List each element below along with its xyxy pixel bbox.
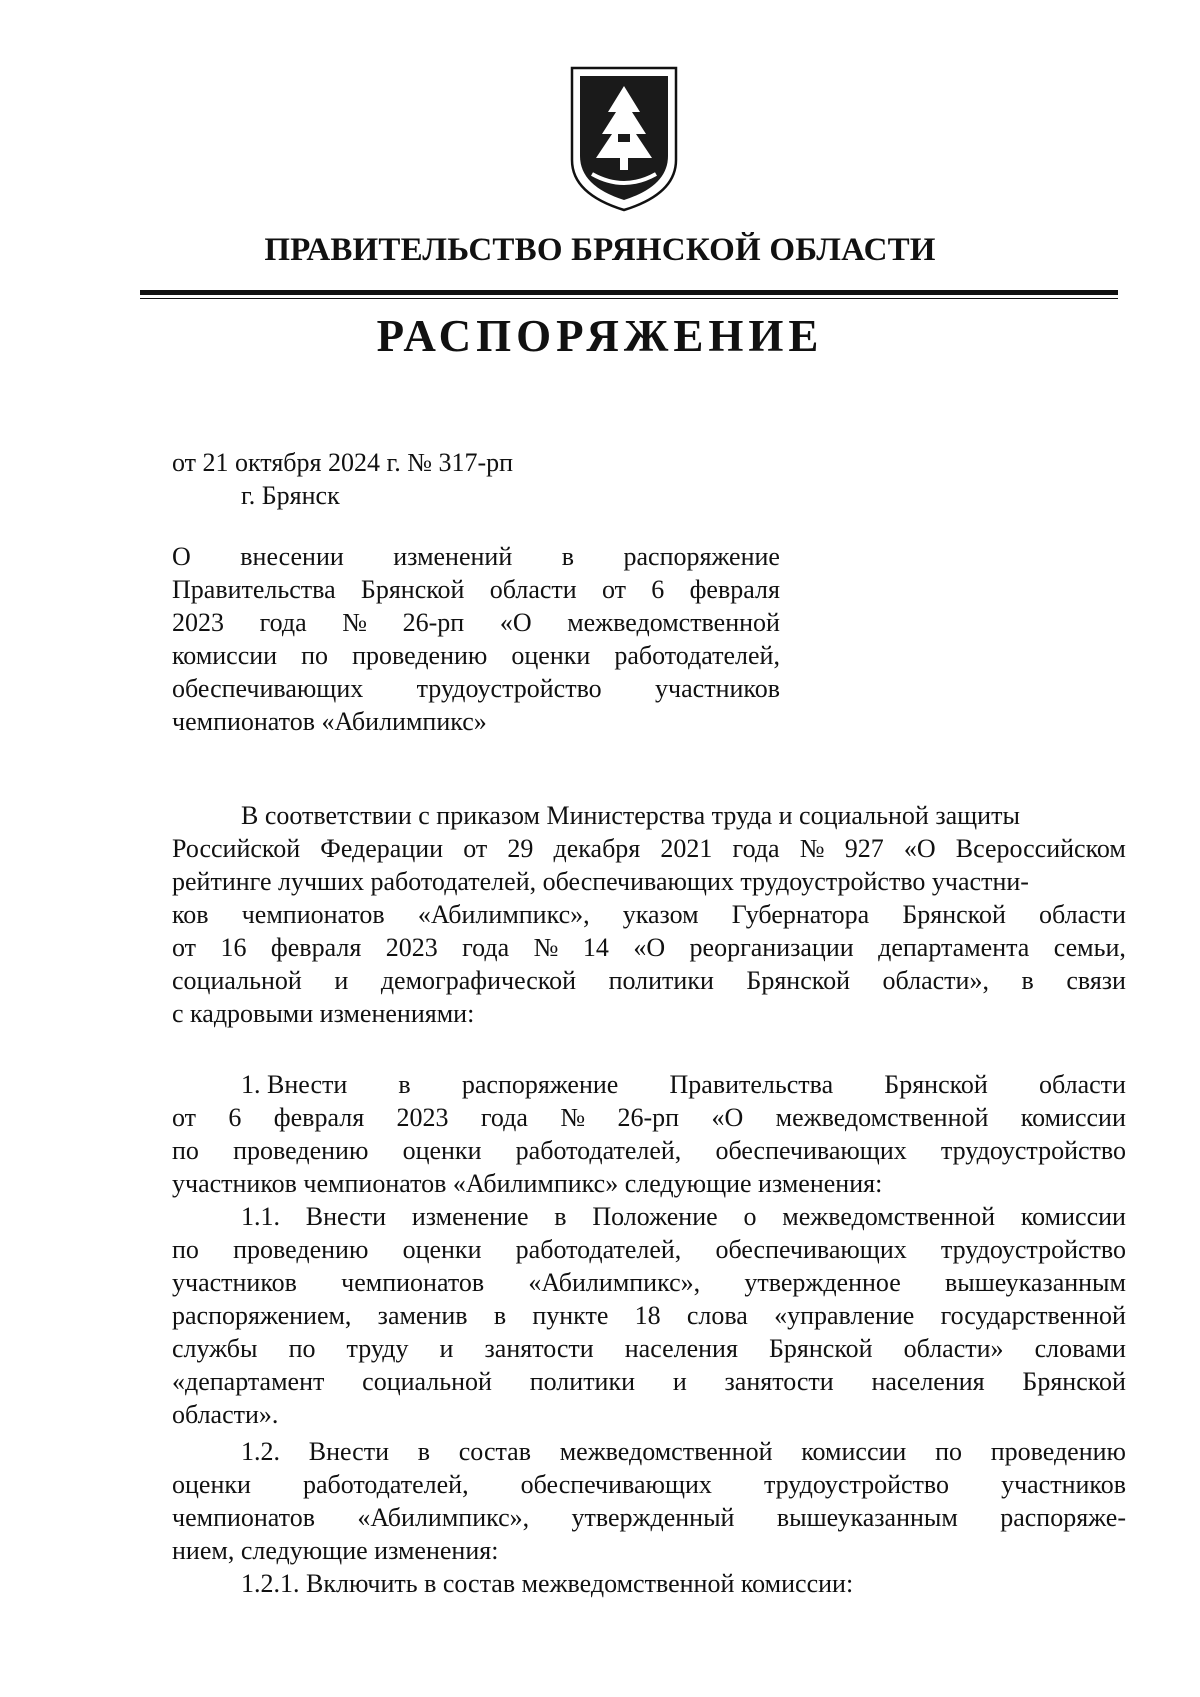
body-line [241, 1569, 853, 1599]
word: Внести [308, 1437, 389, 1466]
word: 927 [844, 834, 884, 863]
word: состав [458, 1437, 531, 1466]
word: проведению [233, 1235, 369, 1264]
word: участников чемпионатов «Абилимпикс» следующие изменения: [172, 1169, 883, 1198]
word: проведению [352, 641, 488, 670]
word: утвержденный [571, 1503, 735, 1532]
header-rule-thick [140, 290, 1118, 295]
word: политики [529, 1367, 636, 1396]
body-line [172, 1334, 1126, 1367]
bryansk-coat-of-arms-icon [568, 64, 680, 214]
word: по [172, 1136, 199, 1165]
body-line [241, 1070, 1126, 1103]
word: 6 [228, 1103, 242, 1132]
word: межведомственной [567, 608, 780, 637]
organization-title: ПРАВИТЕЛЬСТВО БРЯНСКОЙ ОБЛАСТИ [264, 232, 936, 268]
word: проведению [233, 1136, 369, 1165]
body-line [241, 801, 1020, 831]
word: «Абилимпикс», [357, 1503, 530, 1532]
word: от [463, 834, 488, 863]
word: распоряже- [1000, 1503, 1126, 1532]
word: В соответствии с приказом Министерства труда и социальной защиты [241, 801, 1020, 830]
word: указом [622, 900, 699, 929]
document-type-title: РАСПОРЯЖЕНИЕ [376, 311, 824, 361]
word: Брянской [1022, 1367, 1126, 1396]
word: 1.1. [241, 1202, 280, 1231]
body-line [172, 1301, 1126, 1334]
word: от [172, 1103, 197, 1132]
word: распоряжение [623, 542, 780, 571]
word: февраля [270, 933, 362, 962]
word: трудоустройство [940, 1136, 1126, 1165]
body-line [172, 1503, 1126, 1536]
word: словами [1034, 1334, 1126, 1363]
word: области» [903, 1334, 1004, 1363]
word: «О [903, 834, 936, 863]
word: в [398, 1070, 411, 1099]
body-line [172, 1470, 1126, 1503]
word: 2021 [660, 834, 713, 863]
word: 1.2.1. Включить в состав межведомственной комиссии: [241, 1569, 854, 1598]
word: чемпионатов «Абилимпикс» [172, 707, 487, 736]
subject-line [172, 707, 487, 737]
word: Внести [305, 1202, 387, 1231]
word: связи [1066, 966, 1126, 995]
word: политики [608, 966, 714, 995]
word: ков [172, 900, 209, 929]
word: декабря [553, 834, 641, 863]
word: 26-рп [617, 1103, 680, 1132]
word: оценки [402, 1235, 482, 1264]
word: 14 [582, 933, 609, 962]
word: департамента [878, 933, 1030, 962]
word: проведению [990, 1437, 1126, 1466]
word: от [172, 933, 197, 962]
word: 2023 [385, 933, 438, 962]
word: года [480, 1103, 528, 1132]
place: г. Брянск [241, 481, 340, 510]
word: «департамент [172, 1367, 325, 1396]
word: о [743, 1202, 757, 1231]
word: слова [686, 1301, 748, 1330]
word: 1. Внести [241, 1070, 348, 1099]
word: области [1039, 900, 1126, 929]
word: социальной [362, 1367, 492, 1396]
word: внесении [240, 542, 344, 571]
word: в [1021, 966, 1034, 995]
word: социальной [172, 966, 302, 995]
word: 6 [651, 575, 665, 604]
word: по [288, 1334, 316, 1363]
word: 26-рп [402, 608, 465, 637]
word: Брянской [768, 1334, 873, 1363]
body-line [172, 1235, 1126, 1268]
word: демографической [380, 966, 577, 995]
word: О [172, 542, 191, 571]
word: межведомственной [559, 1437, 773, 1466]
body-line [172, 834, 1126, 867]
word: Губернатора [731, 900, 870, 929]
word: № [342, 608, 368, 637]
word: вышеуказанным [776, 1503, 958, 1532]
word: № [533, 933, 559, 962]
word: чемпионатов [341, 1268, 485, 1297]
word: 18 [634, 1301, 661, 1330]
word: занятости [724, 1367, 834, 1396]
word: обеспечивающих [715, 1136, 907, 1165]
word: «О [633, 933, 666, 962]
word: оценки [511, 641, 591, 670]
word: изменений [393, 542, 513, 571]
word: и [672, 1367, 687, 1396]
subject-line [172, 674, 780, 707]
body-line [241, 1202, 1126, 1235]
subject-line [172, 542, 780, 575]
word: оценки [402, 1136, 482, 1165]
word: Брянской [902, 900, 1006, 929]
word: 2023 [172, 608, 224, 637]
word: года [462, 933, 510, 962]
word: в [493, 1301, 507, 1330]
word: Федерации [320, 834, 444, 863]
word: Положение [592, 1202, 718, 1231]
word: по [301, 641, 329, 670]
word: «О [499, 608, 532, 637]
word: комиссии [801, 1437, 907, 1466]
word: участников [172, 1268, 297, 1297]
word: 1.2. [241, 1437, 280, 1466]
word: области». [172, 1400, 279, 1429]
word: оценки [172, 1470, 251, 1499]
header-rule-thin [140, 298, 1118, 299]
word: области», [882, 966, 989, 995]
word: 16 [220, 933, 247, 962]
word: «О [711, 1103, 744, 1132]
word: населения [871, 1367, 985, 1396]
word: распоряжение [461, 1070, 619, 1099]
word: Правительства [172, 575, 336, 604]
word: чемпионатов [241, 900, 385, 929]
word: Правительства [669, 1070, 834, 1099]
word: работодателей, [614, 641, 780, 670]
word: области [489, 575, 577, 604]
word: Всероссийском [955, 834, 1126, 863]
word: в [417, 1437, 431, 1466]
word: «Абилимпикс», [528, 1268, 701, 1297]
word: трудоустройство [763, 1470, 950, 1499]
word: с кадровыми изменениями: [172, 999, 475, 1028]
word: в [554, 1202, 567, 1231]
subject-line [172, 641, 780, 674]
word: в [561, 542, 575, 571]
word: февраля [689, 575, 780, 604]
body-line [172, 933, 1126, 966]
word: комиссии [1020, 1103, 1126, 1132]
word: обеспечивающих [172, 674, 364, 703]
word: межведомственной [775, 1103, 989, 1132]
word: работодателей, [302, 1470, 469, 1499]
word: труду [346, 1334, 409, 1363]
word: комиссии [172, 641, 278, 670]
word: рейтинге лучших работодателей, обеспечивающих трудоустройство участни- [172, 867, 1029, 896]
word: года [732, 834, 780, 863]
word: распоряжением, [172, 1301, 352, 1330]
word: участников [655, 674, 780, 703]
word: 29 [507, 834, 534, 863]
body-line [172, 999, 474, 1029]
body-line [172, 1536, 498, 1566]
word: участников [1001, 1470, 1126, 1499]
word: по [172, 1235, 199, 1264]
word: работодателей, [515, 1136, 682, 1165]
body-line [172, 1268, 1126, 1301]
body-line [172, 1367, 1126, 1400]
word: обеспечивающих [520, 1470, 712, 1499]
word: изменение [411, 1202, 529, 1231]
word: службы [172, 1334, 258, 1363]
word: по [935, 1437, 962, 1466]
subject-line [172, 608, 780, 641]
body-line [172, 900, 1126, 933]
word: чемпионатов [172, 1503, 315, 1532]
word: области [1039, 1070, 1126, 1099]
word: от [601, 575, 626, 604]
word: года [259, 608, 307, 637]
word: 2023 [396, 1103, 449, 1132]
body-line [241, 1437, 1126, 1470]
body-line [172, 1169, 882, 1199]
word: семьи, [1053, 933, 1126, 962]
body-line [172, 1400, 278, 1430]
date-number: от 21 октября 2024 г. № 317-рп [172, 448, 514, 477]
word: обеспечивающих [715, 1235, 907, 1264]
word: занятости [484, 1334, 594, 1363]
word: «Абилимпикс», [417, 900, 590, 929]
word: государственной [940, 1301, 1126, 1330]
word: вышеуказанным [944, 1268, 1126, 1297]
word: утвержденное [744, 1268, 901, 1297]
word: пункте [532, 1301, 609, 1330]
word: и [439, 1334, 454, 1363]
word: февраля [273, 1103, 365, 1132]
word: № [799, 834, 825, 863]
word: трудоустройство [416, 674, 602, 703]
word: комиссии [1020, 1202, 1126, 1231]
body-line [172, 1136, 1126, 1169]
body-line [172, 966, 1126, 999]
body-line [172, 867, 1029, 897]
word: реорганизации [689, 933, 854, 962]
word: Брянской [360, 575, 465, 604]
body-line [172, 1103, 1126, 1136]
subject-line [172, 575, 780, 608]
word: Брянской [746, 966, 850, 995]
word: работодателей, [515, 1235, 682, 1264]
word: заменив [377, 1301, 468, 1330]
word: населения [624, 1334, 738, 1363]
word: межведомственной [782, 1202, 996, 1231]
word: № [560, 1103, 586, 1132]
word: нием, следующие изменения: [172, 1536, 499, 1565]
word: трудоустройство [940, 1235, 1126, 1264]
word: и [334, 966, 349, 995]
word: «управление [774, 1301, 915, 1330]
word: Российской [172, 834, 301, 863]
word: Брянской [884, 1070, 988, 1099]
